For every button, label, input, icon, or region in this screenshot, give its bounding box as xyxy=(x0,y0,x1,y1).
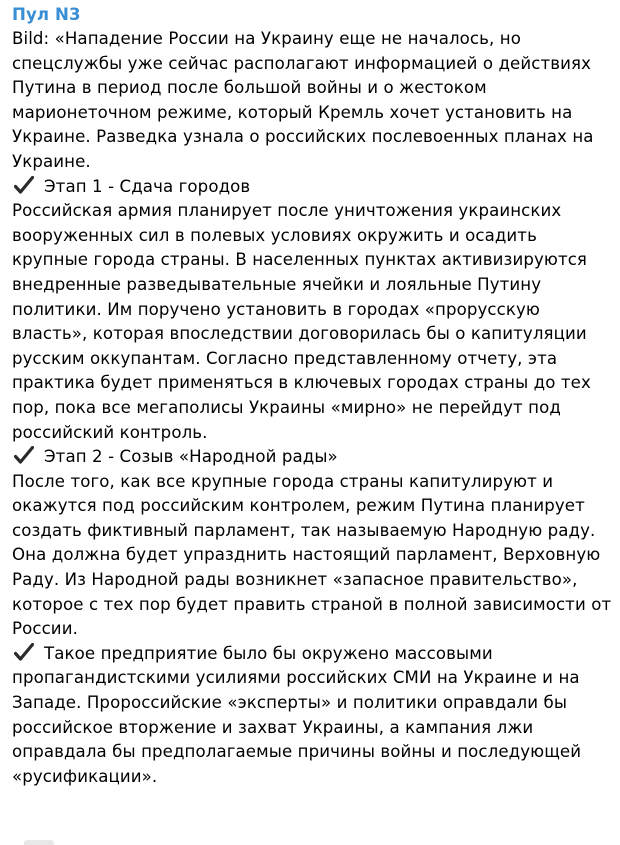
stage-1-heading xyxy=(12,175,612,200)
stage-1-text: Российская армия планирует после уничтожения украинских вооруженных сил в полевых условиях окружить и осадить крупные города страны. В населенных пунктах активизируются внедренные разведывательные ячейки и лояльные Путину политики. Им поручено установить в городах «прорусскую власть», которая впоследствии договорилась бы о капитуляции русским оккупантам. Согласно представленному отчету, эта практика будет применяться в ключевых городах страны до тех пор, пока все мегаполисы Украины «мирно» не перейдут под российский контроль. xyxy=(12,201,591,442)
stage-1-title: Этап 1 - Сдача городов xyxy=(44,176,251,196)
next-message-edge xyxy=(24,840,54,845)
stage-2-title: Этап 2 - Созыв «Народной рады» xyxy=(44,447,338,467)
check-mark-icon xyxy=(14,446,34,464)
final-paragraph xyxy=(12,642,612,790)
check-mark-icon xyxy=(14,176,34,194)
stage-2-heading xyxy=(12,445,612,470)
final-text: Такое предприятие было бы окружено массовыми пропагандистскими усилиями российских СМИ на Украине и на Западе. Пророссийские «эксперты» и политики оправдали бы российское вторжение и захват Украины, а кампания лжи оправдала бы предполагаемые причины войны и последующей «русификации». xyxy=(12,643,582,786)
check-mark-icon xyxy=(14,643,34,661)
channel-name-link[interactable]: Пул N3 xyxy=(12,5,81,24)
stage-2-text: После того, как все крупные города страны капитулируют и окажутся под российским контролем, режим Путина планирует создать фиктивный парламент, так называемую Народную раду. Она должна будет упразднить настоящий парламент, Верховную Раду. Из Народной рады возникнет «запасное правительство», которое с тех пор будет править страной в полной зависимости от России. xyxy=(12,471,612,639)
intro-paragraph: Bild: «Нападение России на Украину еще не началось, но спецслужбы уже сейчас располагают информацией о действиях Путина в период после большой войны и о жестоком марионеточном режиме, который Кремль хочет установить на Украине. Разведка узнала о российских послевоенных планах на Украине. xyxy=(12,29,594,171)
message-post xyxy=(12,3,612,789)
